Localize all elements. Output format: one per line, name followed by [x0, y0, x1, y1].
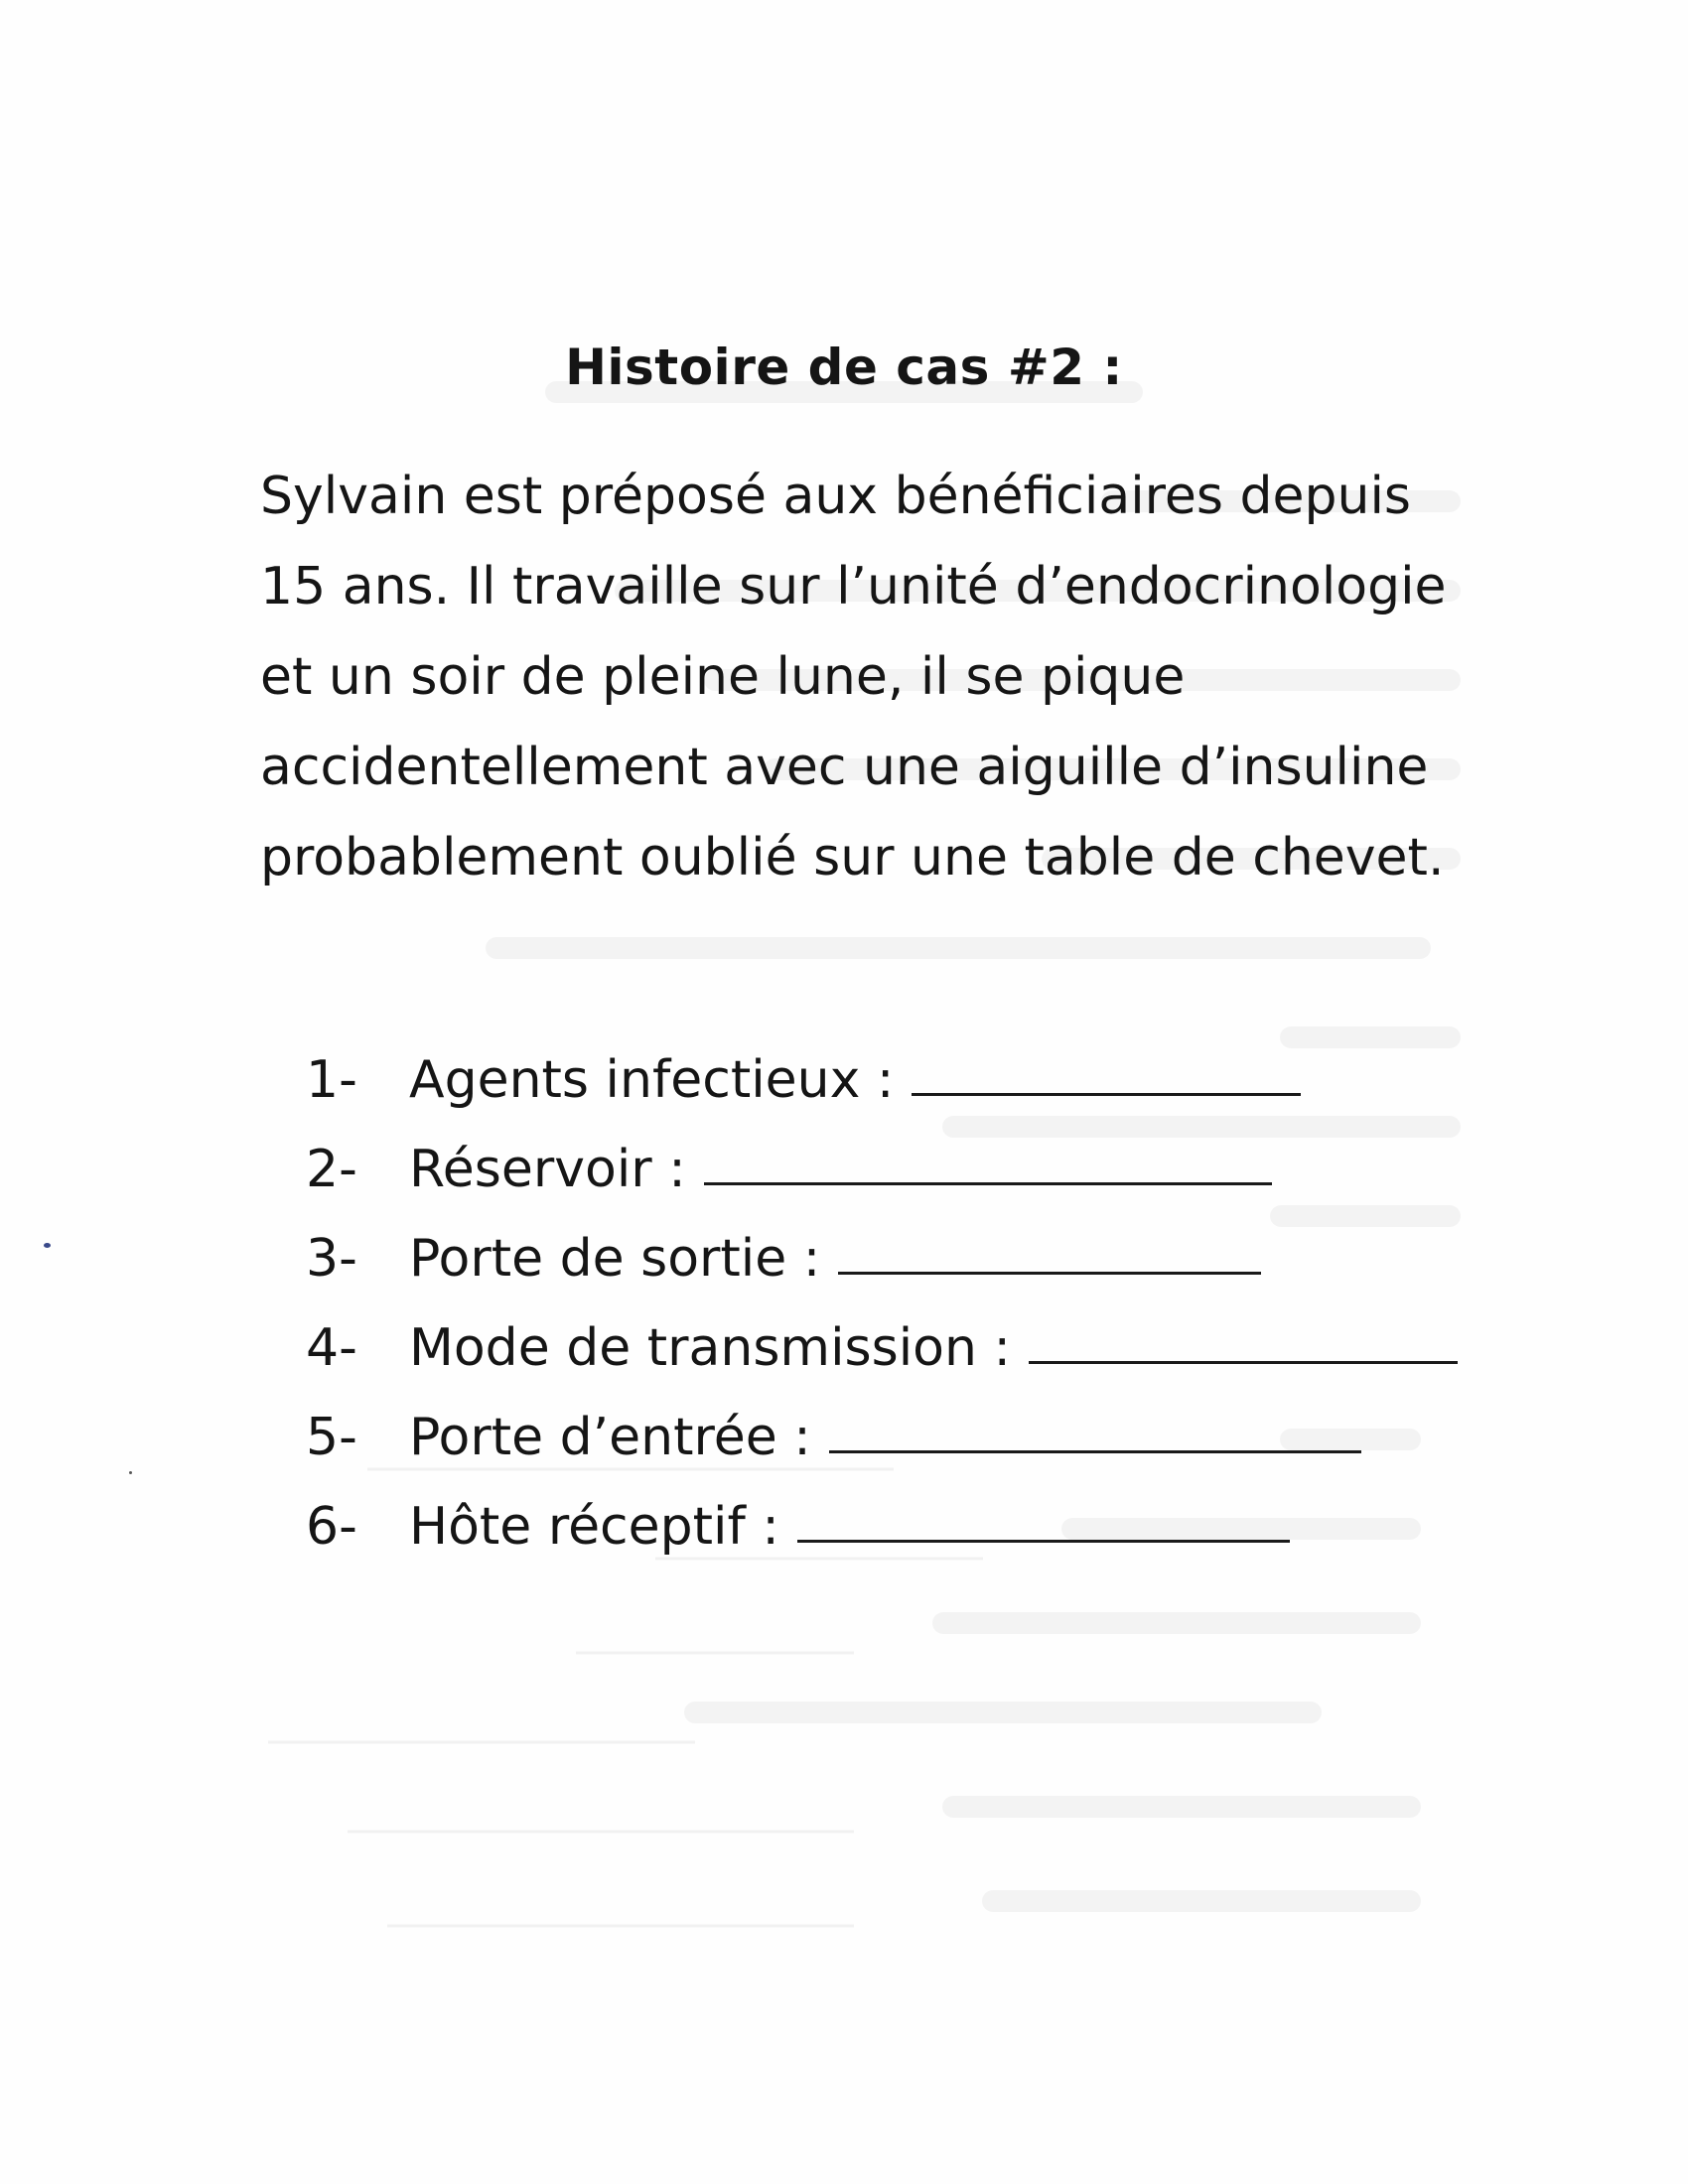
- ink-speck: [129, 1471, 132, 1474]
- answer-blank[interactable]: [912, 1035, 1301, 1096]
- question-number: 5-: [306, 1408, 357, 1467]
- answer-blank[interactable]: [829, 1393, 1361, 1453]
- answer-blank[interactable]: [838, 1214, 1261, 1275]
- case-description: [260, 452, 1452, 903]
- question-item: [306, 1393, 1497, 1482]
- question-item: [306, 1125, 1497, 1214]
- case-title: Histoire de cas #2 :: [565, 339, 1123, 396]
- story-line: 15 ans. Il travaille sur l’unité d’endocrinologie: [260, 557, 1447, 616]
- story-line: et un soir de pleine lune, il se pique: [260, 647, 1186, 707]
- question-label: Hôte réceptif :: [409, 1497, 779, 1557]
- question-number: 3-: [306, 1229, 357, 1289]
- story-line: accidentellement avec une aiguille d’insuline: [260, 738, 1429, 797]
- question-item: [306, 1303, 1497, 1393]
- question-label: Réservoir :: [409, 1140, 686, 1199]
- question-label: Agents infectieux :: [409, 1050, 895, 1110]
- question-item: [306, 1035, 1497, 1125]
- answer-blank[interactable]: [1029, 1303, 1458, 1364]
- story-line: Sylvain est préposé aux bénéficiaires depuis: [260, 467, 1412, 526]
- question-list: [306, 1035, 1497, 1571]
- question-item: [306, 1214, 1497, 1303]
- question-number: 4-: [306, 1318, 357, 1378]
- question-label: Mode de transmission :: [409, 1318, 1011, 1378]
- answer-blank[interactable]: [704, 1125, 1272, 1185]
- ink-speck: [44, 1243, 51, 1248]
- question-number: 6-: [306, 1497, 357, 1557]
- story-line: probablement oublié sur une table de chevet.: [260, 828, 1445, 887]
- question-label: Porte d’entrée :: [409, 1408, 811, 1467]
- question-label: Porte de sortie :: [409, 1229, 821, 1289]
- question-number: 1-: [306, 1050, 357, 1110]
- question-number: 2-: [306, 1140, 357, 1199]
- answer-blank[interactable]: [797, 1482, 1290, 1543]
- question-item: [306, 1482, 1497, 1571]
